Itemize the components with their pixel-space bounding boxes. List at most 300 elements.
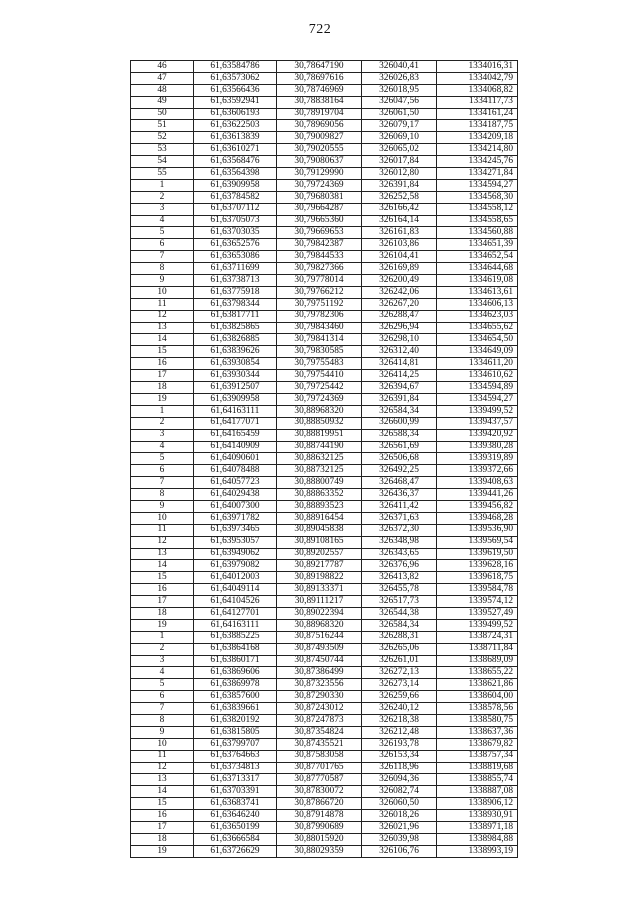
- table-row: [131, 215, 518, 227]
- table-row: [131, 263, 518, 275]
- table-row: [131, 108, 518, 120]
- longitude-cell: 30,79724369: [277, 179, 362, 191]
- page-number: 722: [308, 22, 332, 37]
- latitude-cell: 61,64078488: [194, 465, 277, 477]
- x-coordinate-cell: 326212,48: [362, 726, 437, 738]
- point-number-cell: 16: [131, 358, 194, 370]
- longitude-cell: 30,88968320: [277, 619, 362, 631]
- table-row: [131, 703, 518, 715]
- longitude-cell: 30,79665360: [277, 215, 362, 227]
- y-coordinate-cell: 1338655,22: [437, 667, 518, 679]
- table-row: [131, 691, 518, 703]
- x-coordinate-cell: 326200,49: [362, 275, 437, 287]
- longitude-cell: 30,87866720: [277, 798, 362, 810]
- x-coordinate-cell: 326296,94: [362, 322, 437, 334]
- x-coordinate-cell: 326561,69: [362, 441, 437, 453]
- table-row: [131, 786, 518, 798]
- y-coordinate-cell: 1334606,13: [437, 298, 518, 310]
- x-coordinate-cell: 326012,80: [362, 168, 437, 180]
- point-number-cell: 18: [131, 833, 194, 845]
- y-coordinate-cell: 1334042,79: [437, 72, 518, 84]
- table-row: [131, 72, 518, 84]
- longitude-cell: 30,79129990: [277, 168, 362, 180]
- longitude-cell: 30,87516244: [277, 631, 362, 643]
- x-coordinate-cell: 326118,96: [362, 762, 437, 774]
- point-number-cell: 55: [131, 168, 194, 180]
- longitude-cell: 30,87247873: [277, 714, 362, 726]
- table-row: [131, 370, 518, 382]
- point-number-cell: 10: [131, 286, 194, 298]
- point-number-cell: 9: [131, 726, 194, 738]
- longitude-cell: 30,79755483: [277, 358, 362, 370]
- point-number-cell: 7: [131, 477, 194, 489]
- table-row: [131, 810, 518, 822]
- y-coordinate-cell: 1339499,52: [437, 405, 518, 417]
- table-row: [131, 227, 518, 239]
- latitude-cell: 61,64127701: [194, 607, 277, 619]
- y-coordinate-cell: 1339618,75: [437, 572, 518, 584]
- latitude-cell: 61,63815805: [194, 726, 277, 738]
- y-coordinate-cell: 1334568,30: [437, 191, 518, 203]
- point-number-cell: 2: [131, 417, 194, 429]
- table-row: [131, 203, 518, 215]
- x-coordinate-cell: 326094,36: [362, 774, 437, 786]
- longitude-cell: 30,88029359: [277, 845, 362, 857]
- x-coordinate-cell: 326343,65: [362, 548, 437, 560]
- point-number-cell: 13: [131, 322, 194, 334]
- latitude-cell: 61,63584786: [194, 61, 277, 73]
- latitude-cell: 61,63683741: [194, 798, 277, 810]
- longitude-cell: 30,79724369: [277, 393, 362, 405]
- latitude-cell: 61,63826885: [194, 334, 277, 346]
- y-coordinate-cell: 1334016,31: [437, 61, 518, 73]
- x-coordinate-cell: 326267,20: [362, 298, 437, 310]
- x-coordinate-cell: 326079,17: [362, 120, 437, 132]
- x-coordinate-cell: 326061,50: [362, 108, 437, 120]
- point-number-cell: 54: [131, 156, 194, 168]
- latitude-cell: 61,64057723: [194, 477, 277, 489]
- longitude-cell: 30,79680381: [277, 191, 362, 203]
- table-row: [131, 156, 518, 168]
- longitude-cell: 30,87435521: [277, 738, 362, 750]
- x-coordinate-cell: 326193,78: [362, 738, 437, 750]
- longitude-cell: 30,88819951: [277, 429, 362, 441]
- x-coordinate-cell: 326414,25: [362, 370, 437, 382]
- x-coordinate-cell: 326018,26: [362, 810, 437, 822]
- y-coordinate-cell: 1334068,82: [437, 84, 518, 96]
- y-coordinate-cell: 1334623,03: [437, 310, 518, 322]
- table-row: [131, 477, 518, 489]
- longitude-cell: 30,89133371: [277, 584, 362, 596]
- longitude-cell: 30,87243012: [277, 703, 362, 715]
- latitude-cell: 61,63646240: [194, 810, 277, 822]
- y-coordinate-cell: 1334214,80: [437, 144, 518, 156]
- x-coordinate-cell: 326040,41: [362, 61, 437, 73]
- point-number-cell: 5: [131, 679, 194, 691]
- x-coordinate-cell: 326372,30: [362, 524, 437, 536]
- y-coordinate-cell: 1334619,08: [437, 275, 518, 287]
- point-number-cell: 12: [131, 310, 194, 322]
- longitude-cell: 30,89202557: [277, 548, 362, 560]
- longitude-cell: 30,78919704: [277, 108, 362, 120]
- point-number-cell: 8: [131, 263, 194, 275]
- x-coordinate-cell: 326169,89: [362, 263, 437, 275]
- x-coordinate-cell: 326288,47: [362, 310, 437, 322]
- longitude-cell: 30,78746969: [277, 84, 362, 96]
- longitude-cell: 30,79754410: [277, 370, 362, 382]
- table-row: [131, 584, 518, 596]
- longitude-cell: 30,88893523: [277, 500, 362, 512]
- longitude-cell: 30,88968320: [277, 405, 362, 417]
- point-number-cell: 19: [131, 393, 194, 405]
- longitude-cell: 30,88916454: [277, 512, 362, 524]
- table-row: [131, 774, 518, 786]
- y-coordinate-cell: 1338711,84: [437, 643, 518, 655]
- point-number-cell: 13: [131, 774, 194, 786]
- y-coordinate-cell: 1334594,89: [437, 382, 518, 394]
- latitude-cell: 61,63857600: [194, 691, 277, 703]
- point-number-cell: 17: [131, 822, 194, 834]
- latitude-cell: 61,63864168: [194, 643, 277, 655]
- point-number-cell: 9: [131, 275, 194, 287]
- table-row: [131, 489, 518, 501]
- x-coordinate-cell: 326584,34: [362, 405, 437, 417]
- longitude-cell: 30,87914878: [277, 810, 362, 822]
- x-coordinate-cell: 326348,98: [362, 536, 437, 548]
- latitude-cell: 61,63568476: [194, 156, 277, 168]
- longitude-cell: 30,88800749: [277, 477, 362, 489]
- x-coordinate-cell: 326391,84: [362, 393, 437, 405]
- y-coordinate-cell: 1339499,52: [437, 619, 518, 631]
- y-coordinate-cell: 1334611,20: [437, 358, 518, 370]
- table-row: [131, 798, 518, 810]
- table-row: [131, 120, 518, 132]
- x-coordinate-cell: 326288,31: [362, 631, 437, 643]
- y-coordinate-cell: 1339408,63: [437, 477, 518, 489]
- latitude-cell: 61,63622503: [194, 120, 277, 132]
- longitude-cell: 30,79843460: [277, 322, 362, 334]
- coordinates-table: [130, 60, 518, 858]
- y-coordinate-cell: 1338580,75: [437, 714, 518, 726]
- table-row: [131, 393, 518, 405]
- point-number-cell: 14: [131, 786, 194, 798]
- longitude-cell: 30,87583058: [277, 750, 362, 762]
- x-coordinate-cell: 326166,42: [362, 203, 437, 215]
- table-row: [131, 607, 518, 619]
- latitude-cell: 61,63703391: [194, 786, 277, 798]
- x-coordinate-cell: 326018,95: [362, 84, 437, 96]
- table-row: [131, 382, 518, 394]
- point-number-cell: 1: [131, 631, 194, 643]
- x-coordinate-cell: 326468,47: [362, 477, 437, 489]
- table-row: [131, 524, 518, 536]
- latitude-cell: 61,63738713: [194, 275, 277, 287]
- x-coordinate-cell: 326273,14: [362, 679, 437, 691]
- y-coordinate-cell: 1339527,49: [437, 607, 518, 619]
- latitude-cell: 61,64049114: [194, 584, 277, 596]
- longitude-cell: 30,88015920: [277, 833, 362, 845]
- point-number-cell: 48: [131, 84, 194, 96]
- latitude-cell: 61,63909958: [194, 179, 277, 191]
- latitude-cell: 61,64165459: [194, 429, 277, 441]
- coordinates-table-body: [131, 61, 518, 858]
- y-coordinate-cell: 1338993,19: [437, 845, 518, 857]
- point-number-cell: 6: [131, 465, 194, 477]
- latitude-cell: 61,63606193: [194, 108, 277, 120]
- x-coordinate-cell: 326600,99: [362, 417, 437, 429]
- latitude-cell: 61,63713317: [194, 774, 277, 786]
- point-number-cell: 8: [131, 714, 194, 726]
- longitude-cell: 30,87990689: [277, 822, 362, 834]
- x-coordinate-cell: 326218,38: [362, 714, 437, 726]
- y-coordinate-cell: 1334651,39: [437, 239, 518, 251]
- table-row: [131, 833, 518, 845]
- table-row: [131, 191, 518, 203]
- latitude-cell: 61,63909958: [194, 393, 277, 405]
- y-coordinate-cell: 1334161,24: [437, 108, 518, 120]
- y-coordinate-cell: 1339319,89: [437, 453, 518, 465]
- table-row: [131, 298, 518, 310]
- longitude-cell: 30,79827366: [277, 263, 362, 275]
- x-coordinate-cell: 326106,76: [362, 845, 437, 857]
- latitude-cell: 61,63973465: [194, 524, 277, 536]
- longitude-cell: 30,79725442: [277, 382, 362, 394]
- table-row: [131, 596, 518, 608]
- longitude-cell: 30,88732125: [277, 465, 362, 477]
- x-coordinate-cell: 326259,66: [362, 691, 437, 703]
- table-row: [131, 762, 518, 774]
- point-number-cell: 11: [131, 298, 194, 310]
- y-coordinate-cell: 1339380,28: [437, 441, 518, 453]
- table-row: [131, 239, 518, 251]
- longitude-cell: 30,79844533: [277, 251, 362, 263]
- x-coordinate-cell: 326492,25: [362, 465, 437, 477]
- y-coordinate-cell: 1334654,50: [437, 334, 518, 346]
- point-number-cell: 10: [131, 738, 194, 750]
- x-coordinate-cell: 326153,34: [362, 750, 437, 762]
- longitude-cell: 30,87450744: [277, 655, 362, 667]
- point-number-cell: 4: [131, 215, 194, 227]
- longitude-cell: 30,87323556: [277, 679, 362, 691]
- x-coordinate-cell: 326252,58: [362, 191, 437, 203]
- latitude-cell: 61,63784582: [194, 191, 277, 203]
- y-coordinate-cell: 1339574,12: [437, 596, 518, 608]
- point-number-cell: 12: [131, 762, 194, 774]
- table-row: [131, 619, 518, 631]
- table-row: [131, 560, 518, 572]
- x-coordinate-cell: 326261,01: [362, 655, 437, 667]
- latitude-cell: 61,64163111: [194, 619, 277, 631]
- table-row: [131, 405, 518, 417]
- longitude-cell: 30,79778014: [277, 275, 362, 287]
- table-row: [131, 631, 518, 643]
- table-row: [131, 132, 518, 144]
- x-coordinate-cell: 326026,83: [362, 72, 437, 84]
- latitude-cell: 61,64029438: [194, 489, 277, 501]
- table-row: [131, 275, 518, 287]
- latitude-cell: 61,63726629: [194, 845, 277, 857]
- latitude-cell: 61,63566436: [194, 84, 277, 96]
- x-coordinate-cell: 326414,81: [362, 358, 437, 370]
- x-coordinate-cell: 326069,10: [362, 132, 437, 144]
- point-number-cell: 17: [131, 596, 194, 608]
- longitude-cell: 30,79080637: [277, 156, 362, 168]
- table-row: [131, 822, 518, 834]
- point-number-cell: 5: [131, 453, 194, 465]
- y-coordinate-cell: 1334613,61: [437, 286, 518, 298]
- point-number-cell: 16: [131, 810, 194, 822]
- x-coordinate-cell: 326312,40: [362, 346, 437, 358]
- y-coordinate-cell: 1334655,62: [437, 322, 518, 334]
- longitude-cell: 30,78838164: [277, 96, 362, 108]
- longitude-cell: 30,87701765: [277, 762, 362, 774]
- longitude-cell: 30,87354824: [277, 726, 362, 738]
- x-coordinate-cell: 326376,96: [362, 560, 437, 572]
- point-number-cell: 1: [131, 405, 194, 417]
- latitude-cell: 61,63613839: [194, 132, 277, 144]
- point-number-cell: 53: [131, 144, 194, 156]
- y-coordinate-cell: 1338855,74: [437, 774, 518, 786]
- point-number-cell: 2: [131, 191, 194, 203]
- y-coordinate-cell: 1339584,78: [437, 584, 518, 596]
- y-coordinate-cell: 1334649,09: [437, 346, 518, 358]
- table-row: [131, 61, 518, 73]
- table-row: [131, 429, 518, 441]
- latitude-cell: 61,63707112: [194, 203, 277, 215]
- latitude-cell: 61,63650199: [194, 822, 277, 834]
- y-coordinate-cell: 1334187,75: [437, 120, 518, 132]
- point-number-cell: 11: [131, 750, 194, 762]
- point-number-cell: 6: [131, 239, 194, 251]
- y-coordinate-cell: 1338679,82: [437, 738, 518, 750]
- y-coordinate-cell: 1338689,09: [437, 655, 518, 667]
- x-coordinate-cell: 326394,67: [362, 382, 437, 394]
- longitude-cell: 30,79841314: [277, 334, 362, 346]
- latitude-cell: 61,63798344: [194, 298, 277, 310]
- point-number-cell: 8: [131, 489, 194, 501]
- latitude-cell: 61,63775918: [194, 286, 277, 298]
- table-row: [131, 726, 518, 738]
- point-number-cell: 15: [131, 346, 194, 358]
- point-number-cell: 15: [131, 798, 194, 810]
- longitude-cell: 30,88744190: [277, 441, 362, 453]
- longitude-cell: 30,89217787: [277, 560, 362, 572]
- table-row: [131, 679, 518, 691]
- y-coordinate-cell: 1334594,27: [437, 393, 518, 405]
- y-coordinate-cell: 1339437,57: [437, 417, 518, 429]
- longitude-cell: 30,87770587: [277, 774, 362, 786]
- y-coordinate-cell: 1334644,68: [437, 263, 518, 275]
- x-coordinate-cell: 326413,82: [362, 572, 437, 584]
- table-row: [131, 750, 518, 762]
- x-coordinate-cell: 326455,78: [362, 584, 437, 596]
- table-row: [131, 548, 518, 560]
- y-coordinate-cell: 1338819,68: [437, 762, 518, 774]
- point-number-cell: 7: [131, 251, 194, 263]
- table-row: [131, 417, 518, 429]
- x-coordinate-cell: 326021,96: [362, 822, 437, 834]
- latitude-cell: 61,63799707: [194, 738, 277, 750]
- longitude-cell: 30,79009827: [277, 132, 362, 144]
- point-number-cell: 3: [131, 655, 194, 667]
- latitude-cell: 61,64163111: [194, 405, 277, 417]
- table-row: [131, 251, 518, 263]
- point-number-cell: 47: [131, 72, 194, 84]
- x-coordinate-cell: 326082,74: [362, 786, 437, 798]
- x-coordinate-cell: 326017,84: [362, 156, 437, 168]
- longitude-cell: 30,87290330: [277, 691, 362, 703]
- latitude-cell: 61,63953057: [194, 536, 277, 548]
- y-coordinate-cell: 1339468,28: [437, 512, 518, 524]
- y-coordinate-cell: 1334558,12: [437, 203, 518, 215]
- y-coordinate-cell: 1339628,16: [437, 560, 518, 572]
- longitude-cell: 30,78647190: [277, 61, 362, 73]
- point-number-cell: 19: [131, 845, 194, 857]
- y-coordinate-cell: 1338637,36: [437, 726, 518, 738]
- point-number-cell: 52: [131, 132, 194, 144]
- latitude-cell: 61,63703035: [194, 227, 277, 239]
- table-row: [131, 310, 518, 322]
- x-coordinate-cell: 326103,86: [362, 239, 437, 251]
- point-number-cell: 18: [131, 382, 194, 394]
- latitude-cell: 61,63912507: [194, 382, 277, 394]
- longitude-cell: 30,87830072: [277, 786, 362, 798]
- latitude-cell: 61,63839626: [194, 346, 277, 358]
- x-coordinate-cell: 326047,56: [362, 96, 437, 108]
- x-coordinate-cell: 326371,63: [362, 512, 437, 524]
- x-coordinate-cell: 326588,34: [362, 429, 437, 441]
- longitude-cell: 30,79020555: [277, 144, 362, 156]
- latitude-cell: 61,63860171: [194, 655, 277, 667]
- latitude-cell: 61,63666584: [194, 833, 277, 845]
- latitude-cell: 61,64104526: [194, 596, 277, 608]
- y-coordinate-cell: 1338757,34: [437, 750, 518, 762]
- point-number-cell: 9: [131, 500, 194, 512]
- latitude-cell: 61,63949062: [194, 548, 277, 560]
- point-number-cell: 3: [131, 429, 194, 441]
- table-row: [131, 845, 518, 857]
- x-coordinate-cell: 326104,41: [362, 251, 437, 263]
- point-number-cell: 7: [131, 703, 194, 715]
- table-row: [131, 512, 518, 524]
- table-row: [131, 643, 518, 655]
- longitude-cell: 30,79751192: [277, 298, 362, 310]
- point-number-cell: 46: [131, 61, 194, 73]
- y-coordinate-cell: 1334652,54: [437, 251, 518, 263]
- latitude-cell: 61,63839661: [194, 703, 277, 715]
- latitude-cell: 61,63885225: [194, 631, 277, 643]
- latitude-cell: 61,63979082: [194, 560, 277, 572]
- table-row: [131, 144, 518, 156]
- y-coordinate-cell: 1338930,91: [437, 810, 518, 822]
- point-number-cell: 2: [131, 643, 194, 655]
- x-coordinate-cell: 326298,10: [362, 334, 437, 346]
- point-number-cell: 4: [131, 667, 194, 679]
- y-coordinate-cell: 1338724,31: [437, 631, 518, 643]
- latitude-cell: 61,63971782: [194, 512, 277, 524]
- y-coordinate-cell: 1339441,26: [437, 489, 518, 501]
- latitude-cell: 61,63825865: [194, 322, 277, 334]
- table-row: [131, 667, 518, 679]
- x-coordinate-cell: 326391,84: [362, 179, 437, 191]
- y-coordinate-cell: 1338887,08: [437, 786, 518, 798]
- y-coordinate-cell: 1338971,18: [437, 822, 518, 834]
- x-coordinate-cell: 326272,13: [362, 667, 437, 679]
- x-coordinate-cell: 326265,06: [362, 643, 437, 655]
- point-number-cell: 12: [131, 536, 194, 548]
- y-coordinate-cell: 1339569,54: [437, 536, 518, 548]
- longitude-cell: 30,79830585: [277, 346, 362, 358]
